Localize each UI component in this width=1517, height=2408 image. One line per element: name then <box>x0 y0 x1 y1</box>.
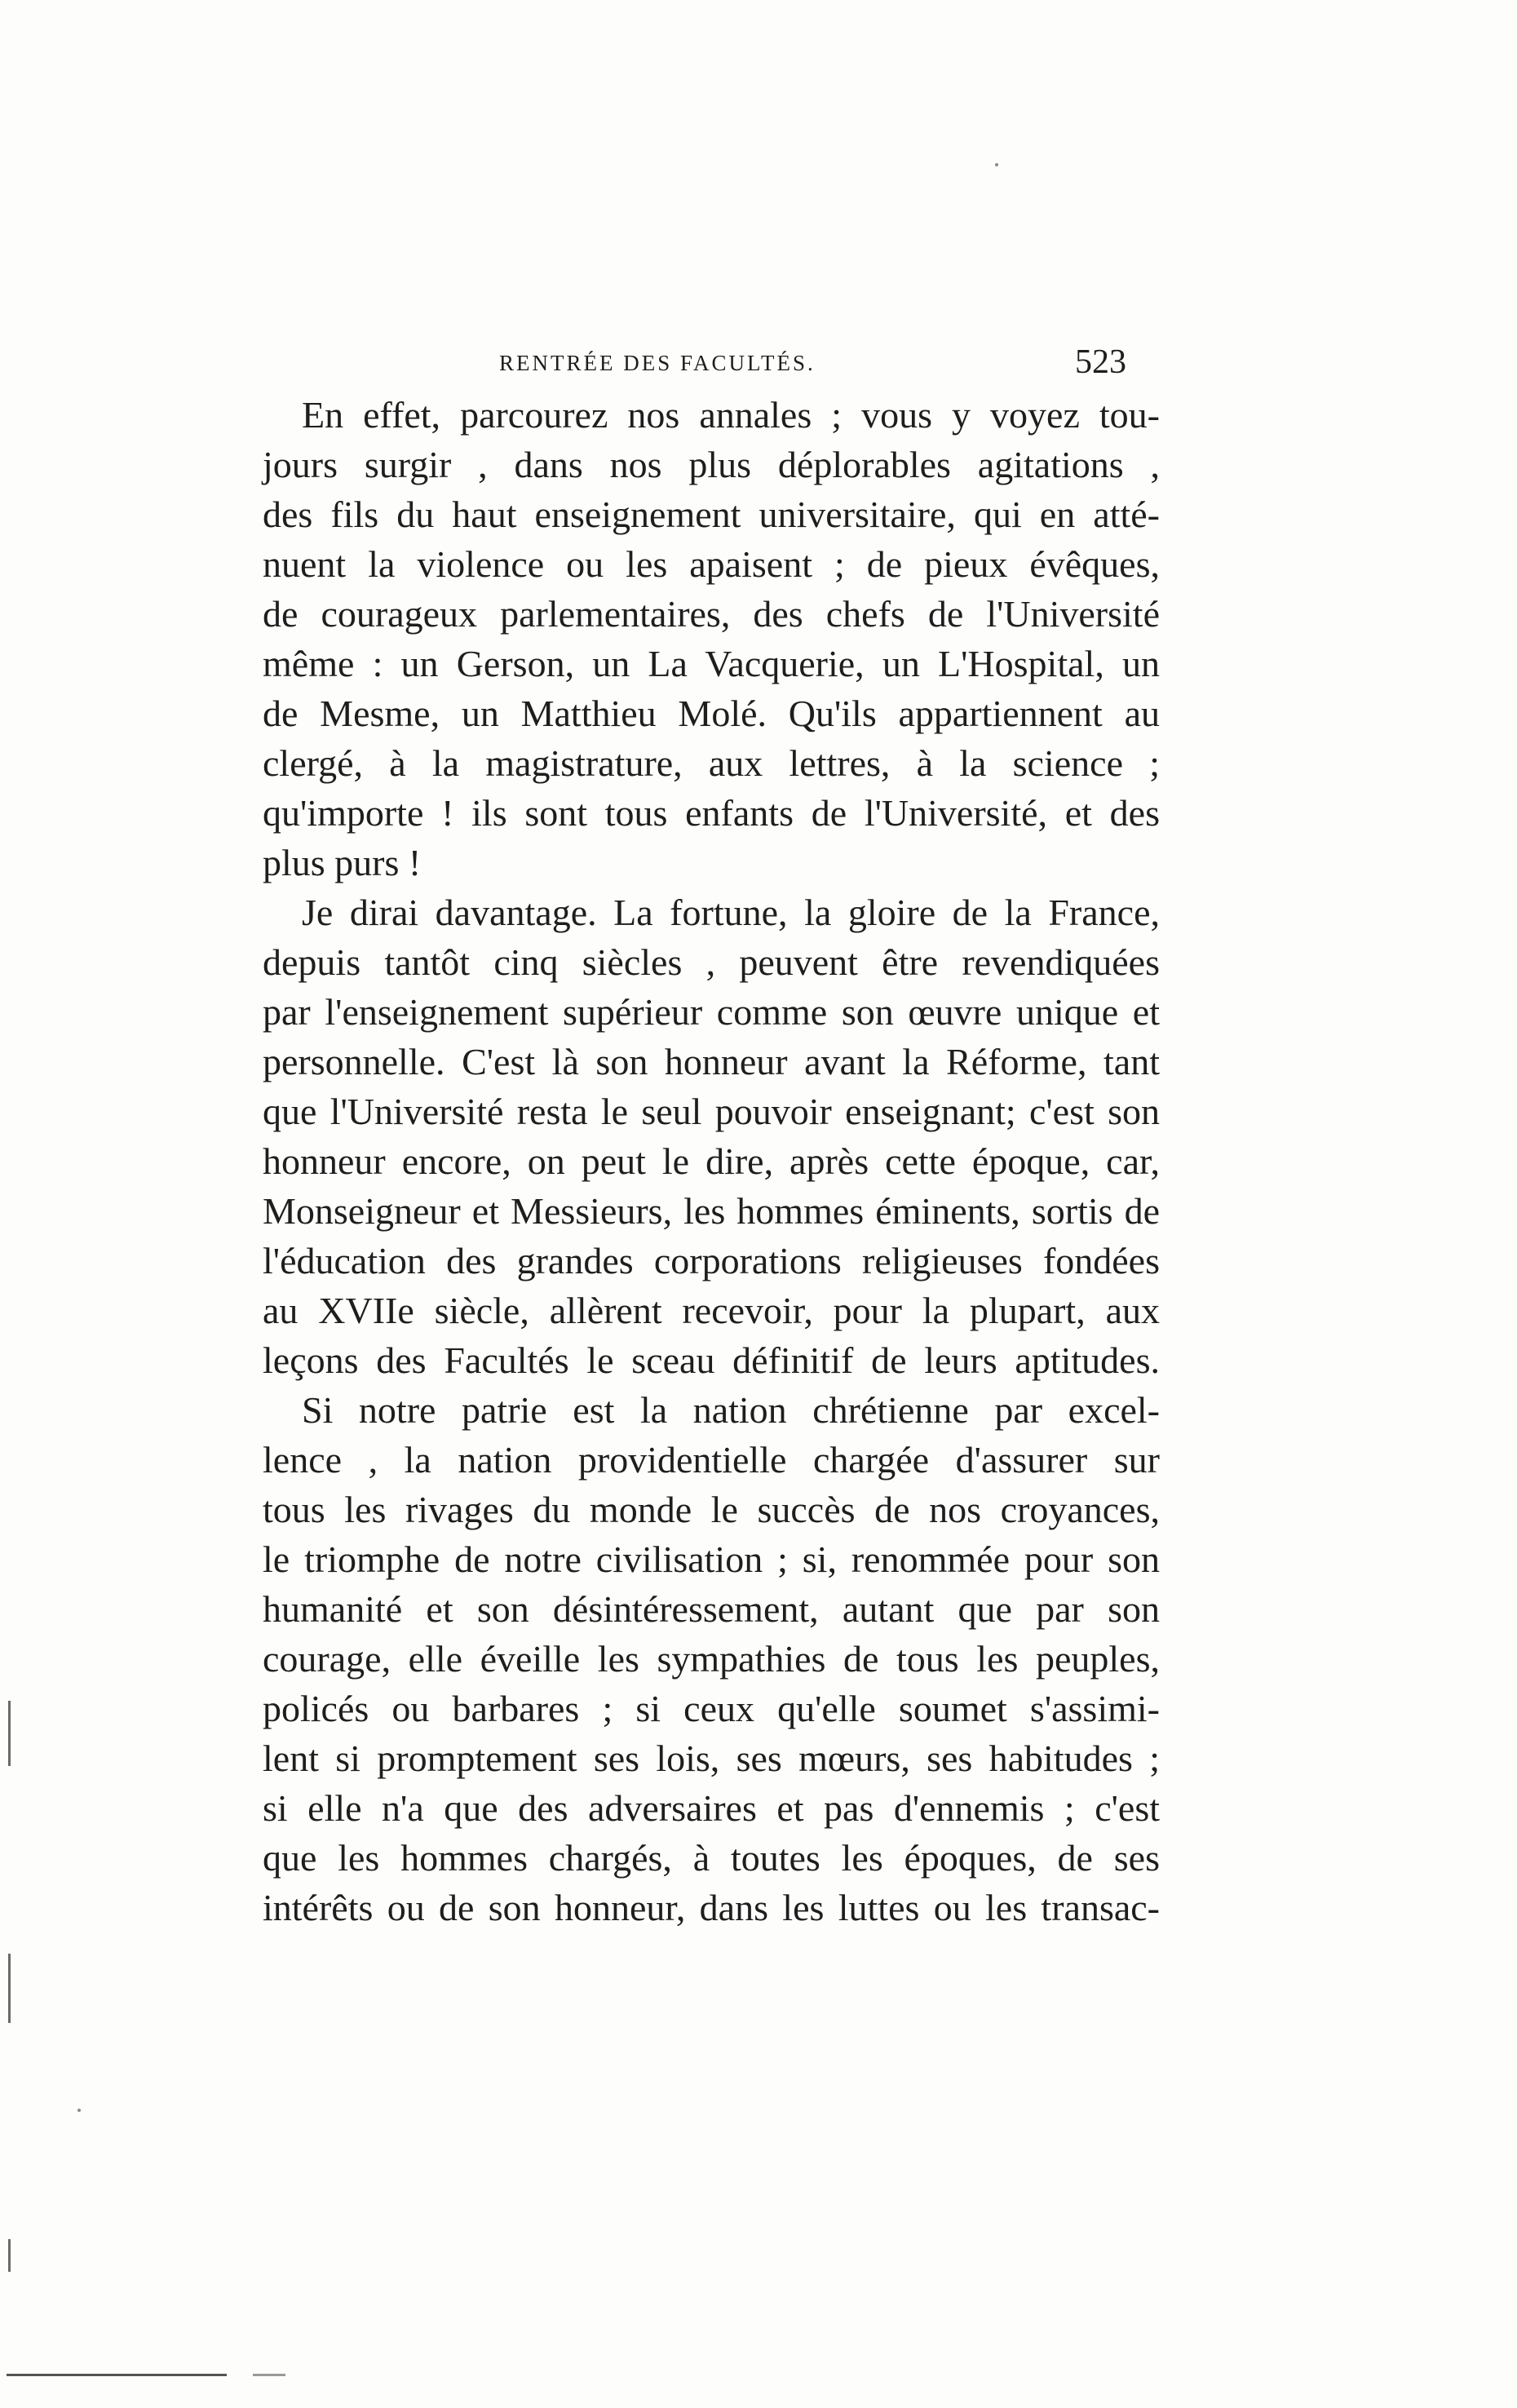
text-line: En effet, parcourez nos annales ; vous y voyez tou- <box>302 394 1160 436</box>
text-line: au XVIIe siècle, allèrent recevoir, pour la plupart, aux <box>263 1290 1160 1331</box>
text-line: jours surgir , dans nos plus déplorables agitations , <box>263 444 1160 485</box>
text-line: de Mesme, un Matthieu Molé. Qu'ils appartiennent au <box>263 693 1160 734</box>
text-line: si elle n'a que des adversaires et pas d'ennemis ; c'est <box>263 1787 1160 1829</box>
text-line: courage, elle éveille les sympathies de tous les peuples, <box>263 1638 1160 1680</box>
body-text <box>263 390 1160 1932</box>
text-line: policés ou barbares ; si ceux qu'elle soumet s'assimi- <box>263 1688 1160 1729</box>
text-line: nuent la violence ou les apaisent ; de pieux évêques, <box>263 543 1160 585</box>
text-line: par l'enseignement supérieur comme son œuvre unique et <box>263 991 1160 1033</box>
text-line: lent si promptement ses lois, ses mœurs, ses habitudes ; <box>263 1737 1160 1779</box>
text-line: plus purs ! <box>263 842 422 883</box>
text-line: lence , la nation providentielle chargée d'assurer sur <box>263 1439 1160 1481</box>
scan-artifact-line <box>8 1954 11 2023</box>
text-line: de courageux parlementaires, des chefs de l'Université <box>263 593 1160 635</box>
text-line: le triomphe de notre civilisation ; si, renommée pour son <box>263 1538 1160 1580</box>
text-line: honneur encore, on peut le dire, après cette époque, car, <box>263 1140 1160 1182</box>
text-line: clergé, à la magistrature, aux lettres, à la science ; <box>263 742 1160 784</box>
running-head <box>263 343 1160 392</box>
text-line: Monseigneur et Messieurs, les hommes éminents, sortis de <box>263 1190 1160 1232</box>
page-number: 523 <box>1075 343 1126 381</box>
scan-artifact-rule <box>7 2374 227 2376</box>
text-line: humanité et son désintéressement, autant que par son <box>263 1588 1160 1630</box>
text-line: que les hommes chargés, à toutes les époques, de ses <box>263 1837 1160 1879</box>
text-line: que l'Université resta le seul pouvoir enseignant; c'est son <box>263 1091 1160 1132</box>
scan-artifact-line <box>8 2239 11 2272</box>
text-line: Je dirai davantage. La fortune, la gloire de la France, <box>302 892 1160 933</box>
running-title: RENTRÉE DES FACULTÉS. <box>499 351 816 375</box>
scan-artifact-dot <box>995 163 998 166</box>
text-line: intérêts ou de son honneur, dans les luttes ou les transac- <box>263 1887 1160 1928</box>
text-line: des fils du haut enseignement universitaire, qui en atté- <box>263 494 1160 535</box>
text-line: même : un Gerson, un La Vacquerie, un L'Hospital, un <box>263 643 1160 684</box>
text-line: qu'importe ! ils sont tous enfants de l'Université, et des <box>263 792 1160 834</box>
scan-artifact-dot <box>77 2109 81 2112</box>
text-line: tous les rivages du monde le succès de nos croyances, <box>263 1489 1160 1530</box>
text-line: Si notre patrie est la nation chrétienne par excel- <box>302 1389 1160 1431</box>
text-line: depuis tantôt cinq siècles , peuvent être revendiquées <box>263 941 1160 983</box>
text-line: personnelle. C'est là son honneur avant la Réforme, tant <box>263 1041 1160 1082</box>
scan-artifact-line <box>8 1701 11 1766</box>
scan-artifact-rule <box>253 2374 285 2376</box>
text-line: l'éducation des grandes corporations religieuses fondées <box>263 1240 1160 1281</box>
text-line: leçons des Facultés le sceau définitif de leurs aptitudes. <box>263 1339 1160 1381</box>
